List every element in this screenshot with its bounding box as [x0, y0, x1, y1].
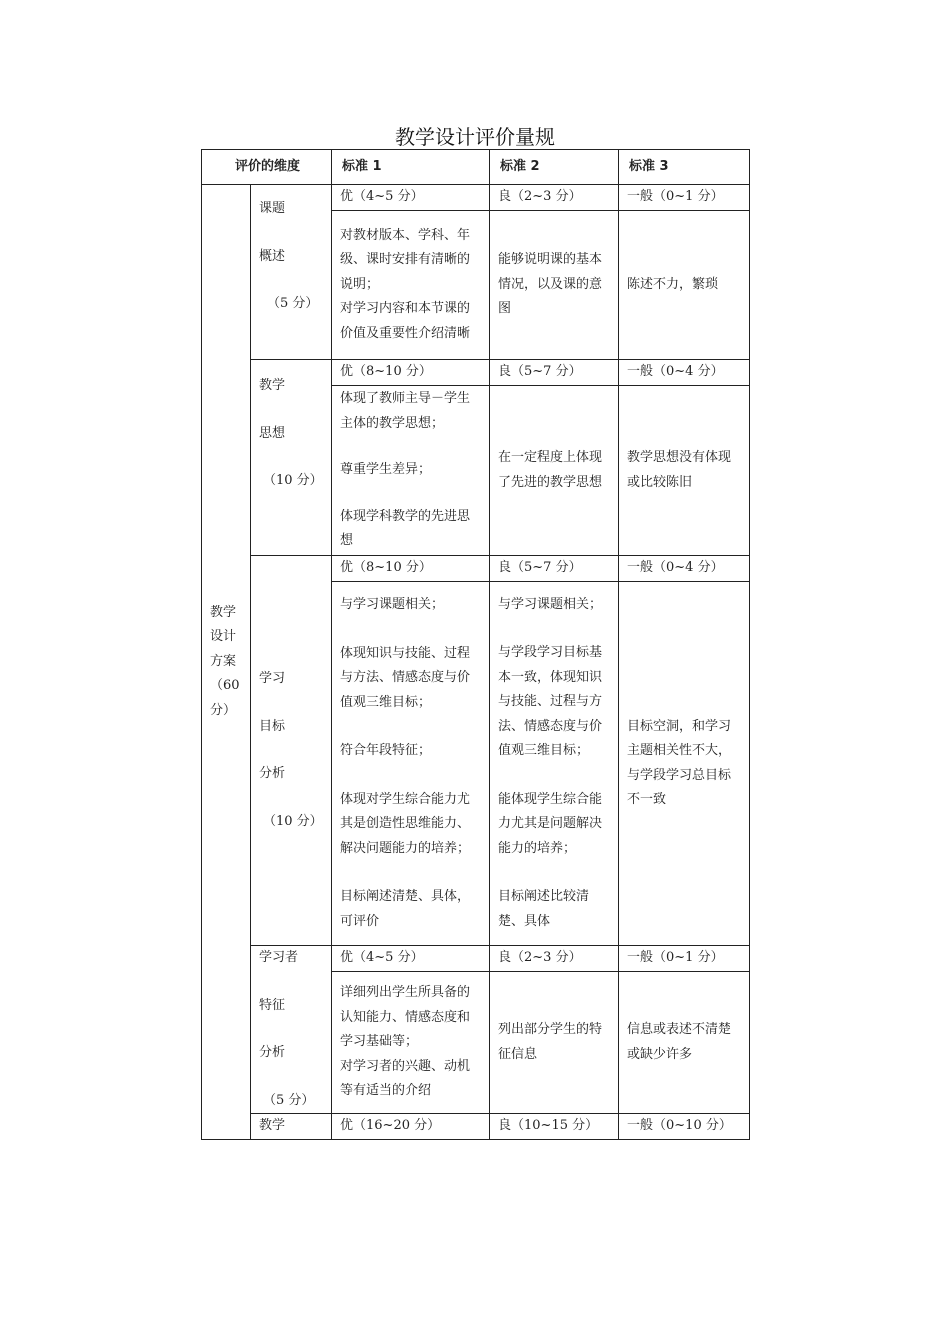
- criteria-standard-1: 体现了教师主导－学生主体的教学思想； 尊重学生差异； 体现学科教学的先进思想: [332, 386, 490, 556]
- grade-good: 良（5~7 分）: [490, 360, 619, 386]
- page-title: 教学设计评价量规: [395, 125, 555, 149]
- section-label: 教学: [251, 1114, 332, 1140]
- grade-excellent: 优（4~5 分）: [332, 946, 490, 972]
- criteria-standard-2: 列出部分学生的特征信息: [490, 972, 619, 1114]
- grade-good: 良（5~7 分）: [490, 556, 619, 582]
- grade-good: 良（2~3 分）: [490, 946, 619, 972]
- section-label: 学习 目标 分析 （10 分）: [251, 556, 332, 946]
- grade-excellent: 优（16~20 分）: [332, 1114, 490, 1140]
- grade-excellent: 优（4~5 分）: [332, 185, 490, 211]
- section-label: 课题 概述 （5 分）: [251, 185, 332, 360]
- grade-row: [202, 185, 750, 211]
- criteria-standard-2: 与学习课题相关； 与学段学习目标基本一致，体现知识与技能、过程与方法、情感态度与价值观三维目标； 能体现学生综合能力尤其是问题解决能力的培养； 目标阐述比较清楚、具体: [490, 582, 619, 946]
- criteria-standard-1: 对教材版本、学科、年级、课时安排有清晰的说明； 对学习内容和本节课的价值及重要性介绍清晰: [332, 211, 490, 360]
- grade-row: [202, 556, 750, 582]
- criteria-standard-1: 与学习课题相关； 体现知识与技能、过程与方法、情感态度与价值观三维目标； 符合年段特征； 体现对学生综合能力尤其是创造性思维能力、解决问题能力的培养； 目标阐述清楚、具体，可评价: [332, 582, 490, 946]
- header-dimension: 评价的维度: [202, 150, 332, 185]
- header-standard-2: 标准 2: [490, 150, 619, 185]
- grade-fair: 一般（0~1 分）: [619, 185, 750, 211]
- criteria-standard-2: 能够说明课的基本情况，以及课的意图: [490, 211, 619, 360]
- grade-row: [202, 946, 750, 972]
- criteria-standard-3: 目标空洞，和学习主题相关性不大，与学段学习总目标不一致: [619, 582, 750, 946]
- criteria-standard-2: 在一定程度上体现了先进的教学思想: [490, 386, 619, 556]
- evaluation-rubric-table: [201, 149, 750, 1140]
- grade-row: [202, 1114, 750, 1140]
- grade-row: [202, 360, 750, 386]
- grade-excellent: 优（8~10 分）: [332, 360, 490, 386]
- criteria-standard-3: 信息或表述不清楚或缺少许多: [619, 972, 750, 1114]
- dimension-cell: 教学 设计 方案 （60 分）: [202, 185, 251, 1140]
- section-label: 教学 思想 （10 分）: [251, 360, 332, 556]
- criteria-standard-3: 陈述不力，繁琐: [619, 211, 750, 360]
- grade-good: 良（10~15 分）: [490, 1114, 619, 1140]
- criteria-standard-1: 详细列出学生所具备的认知能力、情感态度和学习基础等； 对学习者的兴趣、动机等有适当的介绍: [332, 972, 490, 1114]
- grade-fair: 一般（0~10 分）: [619, 1114, 750, 1140]
- grade-good: 良（2~3 分）: [490, 185, 619, 211]
- grade-fair: 一般（0~1 分）: [619, 946, 750, 972]
- criteria-standard-3: 教学思想没有体现或比较陈旧: [619, 386, 750, 556]
- grade-fair: 一般（0~4 分）: [619, 360, 750, 386]
- grade-fair: 一般（0~4 分）: [619, 556, 750, 582]
- header-standard-3: 标准 3: [619, 150, 750, 185]
- header-standard-1: 标准 1: [332, 150, 490, 185]
- section-label: 学习者 特征 分析 （5 分）: [251, 946, 332, 1114]
- grade-excellent: 优（8~10 分）: [332, 556, 490, 582]
- table-header-row: [202, 150, 750, 185]
